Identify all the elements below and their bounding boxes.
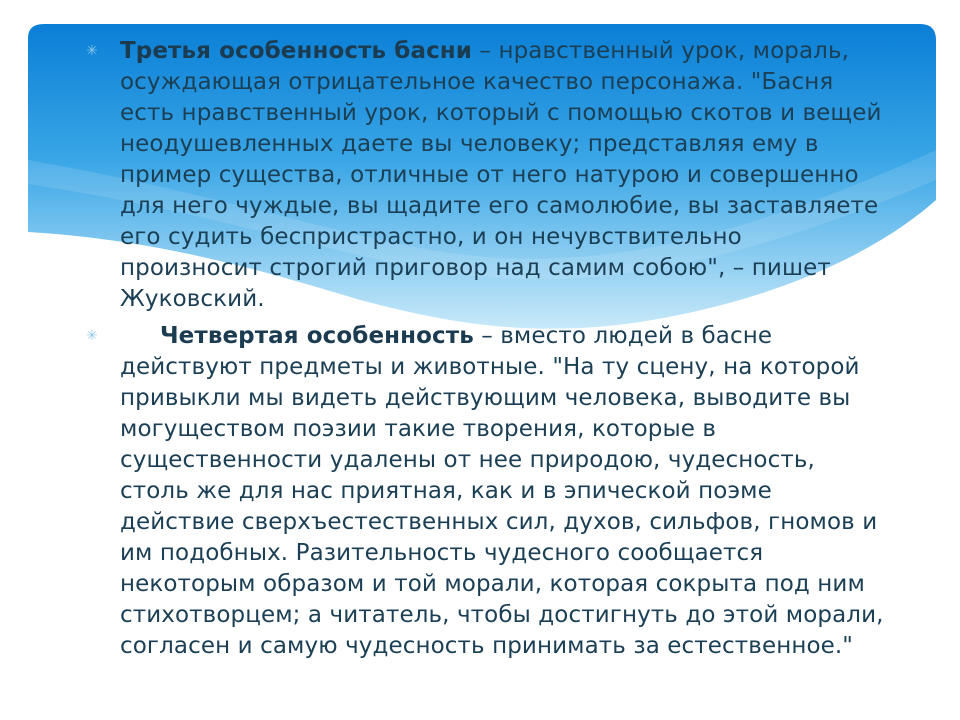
- bullet-third-feature: [86, 36, 886, 315]
- bullet-lead-text: Четвертая особенность: [160, 323, 474, 349]
- bullet-lead-text: Третья особенность басни: [120, 38, 473, 64]
- bullet-star-icon: ✳: [86, 328, 98, 344]
- bullet-body-text: – нравственный урок, мораль, осуждающая отрицательное качество персонажа. "Басня есть нравственный урок, который с помощью скотов и вещей неодушевленных даете вы человеку; представляя ему в пример существа, отличные от него натурою и совершенно для него чуждые, вы щадите его самолюбие, вы заставляете его судить беспристрастно, и он нечувствительно произносит строгий приговор над самим собою", – пишет Жуковский.: [120, 38, 882, 312]
- slide-body: [86, 36, 886, 668]
- bullet-fourth-feature: [86, 321, 886, 662]
- bullet-star-icon: ✳: [86, 43, 98, 59]
- bullet-body-text: – вместо людей в басне действуют предметы и животные. "На ту сцену, на которой привыкли мы видеть действующим человека, выводите вы могуществом поэзии такие творения, которые в существенности удалены от нее природою, чудесность, столь же для нас приятная, как и в эпической поэме действие сверхъестественных сил, духов, сильфов, гномов и им подобных. Разительность чудесного сообщается некоторым образом и той морали, которая сокрыта под ним стихотворцем; а читатель, чтобы достигнуть до этой морали, согласен и самую чудесность принимать за естественное.": [120, 323, 884, 659]
